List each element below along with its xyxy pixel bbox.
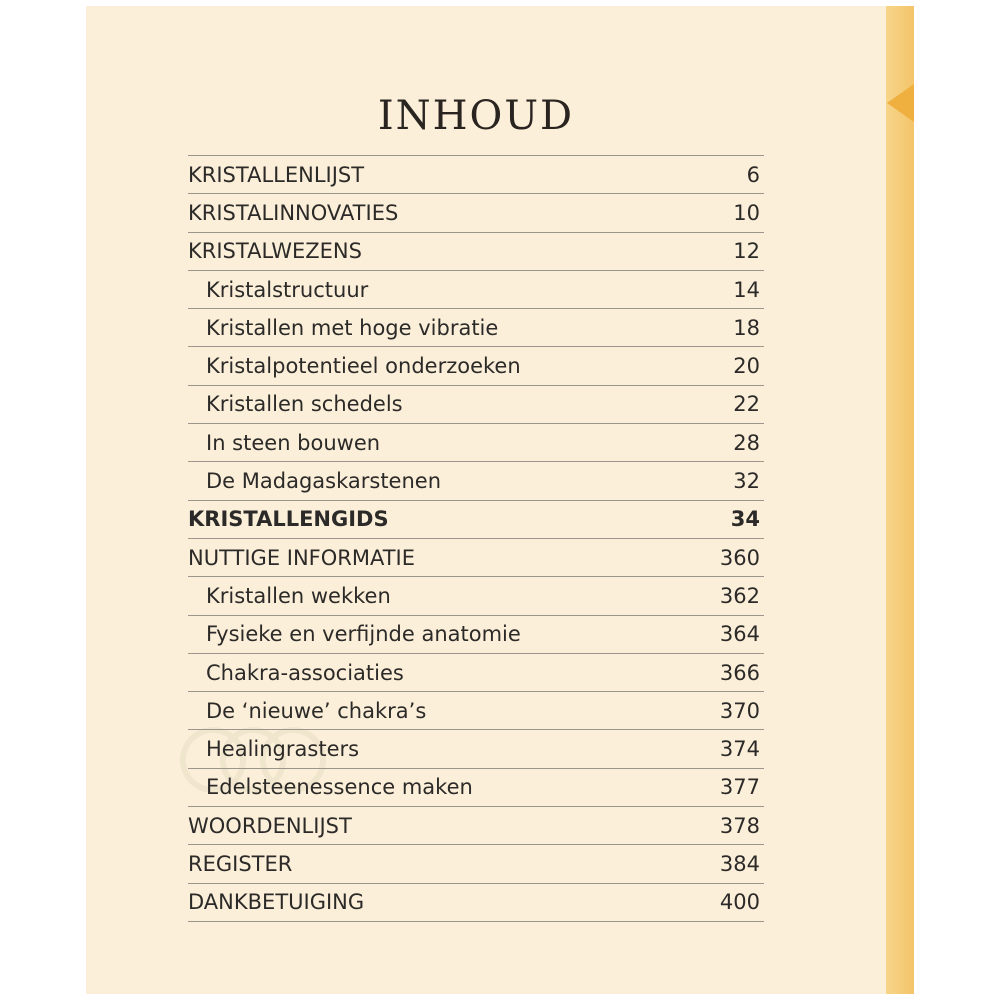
toc-entry-page-number: 377 <box>719 775 760 800</box>
toc-entry-label: REGISTER <box>188 851 293 876</box>
toc-entry[interactable] <box>188 271 764 309</box>
toc-entry-label: Kristalstructuur <box>206 277 369 302</box>
toc-entry-page-number: 32 <box>733 469 760 494</box>
toc-entry[interactable] <box>188 807 764 845</box>
toc-entry-page-number: 362 <box>719 583 760 608</box>
toc-entry[interactable] <box>188 577 764 615</box>
toc-entry-page-number: 374 <box>719 737 760 762</box>
toc-entry[interactable] <box>188 845 764 883</box>
toc-entry-page-number: 370 <box>719 698 760 723</box>
toc-entry-label: KRISTALLENLIJST <box>188 162 365 187</box>
toc-entry-page-number: 360 <box>719 545 760 570</box>
toc-entry[interactable] <box>188 616 764 654</box>
toc-entry[interactable] <box>188 194 764 232</box>
toc-entry[interactable] <box>188 501 764 539</box>
toc-entry[interactable] <box>188 424 764 462</box>
toc-entry[interactable] <box>188 884 764 922</box>
toc-entry-label: WOORDENLIJST <box>188 813 352 838</box>
toc-entry-label: Chakra-associaties <box>206 660 404 685</box>
toc-entry-label: De ‘nieuwe’ chakra’s <box>206 698 427 723</box>
toc-entry-page-number: 18 <box>733 315 760 340</box>
toc-entry-page-number: 378 <box>719 813 760 838</box>
toc-entry-label: NUTTIGE INFORMATIE <box>188 545 416 570</box>
toc-entry-label: KRISTALLENGIDS <box>188 507 389 532</box>
toc-entry[interactable] <box>188 769 764 807</box>
toc-entry-page-number: 22 <box>733 392 760 417</box>
table-of-contents <box>188 155 764 922</box>
toc-entry-label: Kristalpotentieel onderzoeken <box>206 354 521 379</box>
toc-entry-page-number: 366 <box>719 660 760 685</box>
toc-entry-label: In steen bouwen <box>206 430 381 455</box>
toc-entry[interactable] <box>188 233 764 271</box>
bookmark-tab-arrow <box>887 84 914 122</box>
toc-entry[interactable] <box>188 156 764 194</box>
toc-entry-label: KRISTALWEZENS <box>188 239 362 264</box>
toc-entry-label: Edelsteenessence maken <box>206 775 473 800</box>
toc-entry-label: Kristallen wekken <box>206 583 391 608</box>
toc-entry-page-number: 34 <box>730 507 760 532</box>
toc-entry-page-number: 28 <box>733 430 760 455</box>
toc-entry[interactable] <box>188 539 764 577</box>
toc-entry-page-number: 400 <box>719 890 760 915</box>
toc-entry-page-number: 12 <box>733 239 760 264</box>
toc-entry-label: Healingrasters <box>206 737 360 762</box>
toc-entry-page-number: 364 <box>719 622 760 647</box>
toc-entry[interactable] <box>188 347 764 385</box>
toc-entry-page-number: 14 <box>733 277 760 302</box>
page-title: INHOUD <box>377 93 575 139</box>
toc-entry-label: KRISTALINNOVATIES <box>188 200 399 225</box>
toc-entry-label: Kristallen met hoge vibratie <box>206 315 499 340</box>
page-edge-spine <box>886 6 914 994</box>
toc-entry-page-number: 384 <box>719 851 760 876</box>
toc-entry[interactable] <box>188 462 764 500</box>
toc-entry-page-number: 6 <box>746 162 760 187</box>
toc-entry[interactable] <box>188 309 764 347</box>
toc-entry-label: De Madagaskarstenen <box>206 469 442 494</box>
toc-entry-label: Kristallen schedels <box>206 392 403 417</box>
toc-entry-label: Fysieke en verfijnde anatomie <box>206 622 521 647</box>
toc-entry[interactable] <box>188 386 764 424</box>
toc-entry[interactable] <box>188 654 764 692</box>
toc-entry-page-number: 20 <box>733 354 760 379</box>
toc-entry-page-number: 10 <box>733 200 760 225</box>
toc-entry[interactable] <box>188 692 764 730</box>
toc-entry-label: DANKBETUIGING <box>188 890 365 915</box>
toc-entry[interactable] <box>188 730 764 768</box>
